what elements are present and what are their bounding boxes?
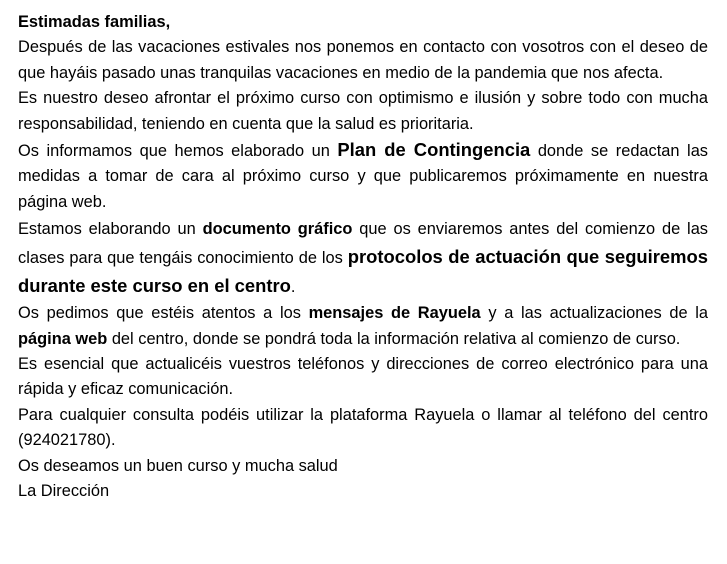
greeting: Estimadas familias,: [18, 13, 171, 31]
graphic-document-highlight: documento gráfico: [202, 220, 353, 239]
paragraph-contingency-plan: [18, 137, 708, 215]
paragraph-graphic-document: [18, 215, 708, 301]
protocols-highlight: protocolos de actuación que seguiremos durante este curso en el centro: [18, 246, 708, 297]
letter-body: [18, 10, 708, 505]
paragraph-vacations: Después de las vacaciones estivales nos ponemos en contacto con vosotros con el deseo de que hayáis pasado unas tranquilas vacaciones en medio de la pandemia que nos afecta.: [18, 38, 708, 82]
website-highlight: página web: [18, 329, 108, 348]
paragraph-contact-info: Para cualquier consulta podéis utilizar la plataforma Rayuela o llamar al teléfono del centro (924021780).: [18, 405, 708, 450]
graphic-doc-pre: Estamos elaborando un: [18, 220, 203, 239]
graphic-doc-post: .: [290, 278, 296, 297]
rayuela-mid: y a las actualizaciones de la: [480, 304, 708, 323]
graphic-doc-mid: que os enviaremos antes del comienzo de las clases para que tengáis conocimiento de los: [18, 220, 709, 268]
rayuela-pre: Os pedimos que estéis atentos a los: [18, 304, 309, 323]
contingency-pre: Os informamos que hemos elaborado un: [18, 142, 338, 161]
rayuela-post: del centro, donde se pondrá toda la información relativa al comienzo de curso.: [107, 329, 681, 348]
contingency-post: donde se redactan las medidas a tomar de cara al próximo curso y que publicaremos próximamente en nuestra página web.: [18, 142, 708, 211]
paragraph-rayuela-messages: [18, 301, 708, 352]
contingency-plan-highlight: Plan de Contingencia: [337, 139, 531, 161]
paragraph-update-contacts: Es esencial que actualicéis vuestros teléfonos y direcciones de correo electrónico para una rápida y eficaz comunicación.: [18, 355, 708, 399]
paragraph-optimism: Es nuestro deseo afrontar el próximo curso con optimismo e ilusión y sobre todo con mucha responsabilidad, teniendo en cuenta que la salud es prioritaria.: [18, 89, 708, 133]
closing-wish: Os deseamos un buen curso y mucha salud: [18, 456, 338, 475]
rayuela-messages-highlight: mensajes de Rayuela: [308, 304, 481, 323]
signature: La Dirección: [18, 482, 110, 501]
